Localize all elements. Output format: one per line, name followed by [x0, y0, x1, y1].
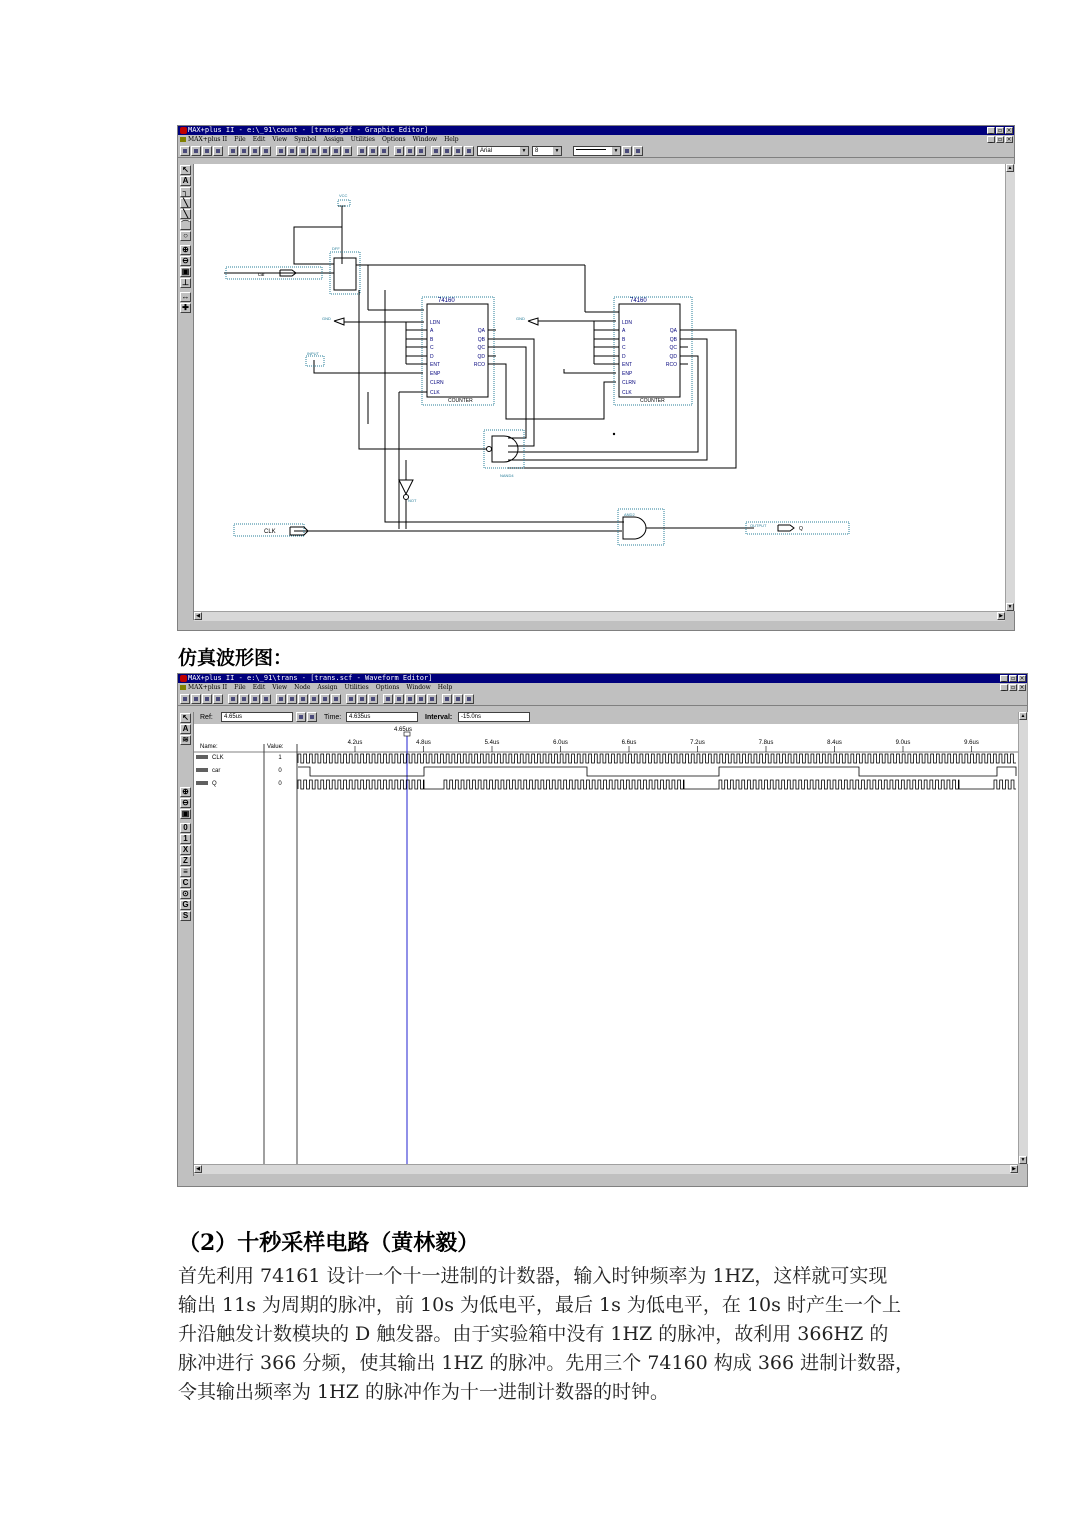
doc-minimize-button[interactable]: _ — [1000, 684, 1008, 691]
counter1-title: 74160 — [438, 298, 455, 304]
counter2-pin-enp: ENP — [622, 371, 633, 377]
signal-value-car: 0 — [278, 768, 282, 774]
symbol-button[interactable] — [394, 694, 404, 704]
output-pin-icon — [196, 781, 208, 785]
waveform-horizontal-scrollbar[interactable] — [194, 1164, 1018, 1174]
line-style-select[interactable] — [573, 146, 621, 156]
counter2-pin-b: B — [622, 337, 626, 343]
time-tick-label: 6.0us — [553, 740, 568, 746]
waveform-drawing — [194, 724, 1018, 1164]
fit-tool[interactable]: ▣ — [181, 267, 190, 276]
schematic-horizontal-scrollbar[interactable] — [194, 611, 1005, 621]
scroll-up-arrow[interactable]: ▲ — [1007, 165, 1013, 171]
arc-tool[interactable]: ⌒ — [181, 220, 190, 229]
counter2-pin-clk: CLK — [622, 390, 632, 396]
zoom-out-tool[interactable]: ⊖ — [180, 798, 191, 808]
hierarchy-button[interactable] — [287, 694, 297, 704]
time-tick-label: 5.4us — [484, 740, 500, 746]
time-tick-label: 7.8us — [758, 740, 774, 746]
waveform-tool-palette — [178, 712, 194, 1176]
zoom-fit-tool[interactable]: ≋ — [180, 735, 191, 745]
doc-close-button[interactable]: × — [1019, 684, 1025, 691]
save-button[interactable] — [202, 146, 212, 156]
menu-help[interactable]: Help — [444, 136, 459, 143]
minimize-button[interactable]: _ — [1000, 675, 1008, 682]
save-check-button[interactable] — [309, 694, 319, 704]
text-editor-button[interactable] — [416, 694, 426, 704]
paste-button[interactable] — [250, 146, 260, 156]
doc-restore-button[interactable]: ▫ — [1010, 684, 1016, 691]
waveform-button[interactable] — [405, 146, 415, 156]
gnd-label-2: GND — [516, 316, 525, 321]
chevron-down-icon: ▼ — [521, 147, 527, 154]
car-waveform — [298, 767, 1016, 776]
counter1-pin-clk: CLK — [430, 390, 440, 396]
arrow-tool[interactable]: ↖ — [180, 165, 191, 175]
waveform-toolbar — [178, 692, 1027, 706]
counter2-footer: COUNTER — [640, 398, 665, 404]
paragraph-line-5: 令其输出频率为 1HZ 的脉冲作为十一进制计数器的时钟。 — [178, 1381, 669, 1403]
clk-pin-label: CLK — [264, 529, 276, 535]
menu-window[interactable]: Window — [406, 684, 431, 691]
schematic-editor-window — [177, 125, 1015, 631]
gnd-label-1: GND — [322, 316, 331, 321]
waveform-caption: 仿真波形图： — [178, 647, 293, 669]
counter2-pin-a: A — [622, 328, 626, 334]
probe-button[interactable] — [464, 146, 474, 156]
minimize-button[interactable]: _ — [987, 127, 995, 134]
counter2-pin-qb: QB — [669, 337, 677, 343]
circle-tool[interactable]: ○ — [180, 231, 191, 241]
programmer-button[interactable] — [383, 694, 393, 704]
programmer-button[interactable] — [379, 146, 389, 156]
help-pointer-button[interactable] — [276, 146, 286, 156]
schematic-title: MAX+plus II - e:\_91\count - [trans.gdf - Graphic Editor] — [188, 126, 429, 134]
counter1-pin-rco: RCO — [473, 362, 485, 368]
cut-button[interactable] — [228, 146, 238, 156]
compiler-button[interactable] — [342, 146, 352, 156]
help-pointer-button[interactable] — [276, 694, 286, 704]
orth-line-tool[interactable]: ┐ — [180, 187, 191, 197]
zoom-out-tool[interactable]: ⊖ — [180, 256, 191, 266]
and-label: AND2 — [624, 512, 635, 517]
copy-button[interactable] — [239, 694, 249, 704]
scroll-left-arrow[interactable]: ◀ — [194, 1165, 202, 1173]
font-size-select[interactable]: 8 ▼ — [532, 146, 562, 156]
open-file-button[interactable] — [191, 146, 201, 156]
time-tick-label: 9.0us — [895, 740, 911, 746]
text-tool[interactable]: A — [180, 176, 191, 186]
save-simulate-button[interactable] — [331, 146, 341, 156]
count-tool[interactable]: C — [180, 878, 191, 888]
line-tool[interactable]: ╲ — [180, 209, 191, 219]
logic-button[interactable] — [453, 146, 463, 156]
save-compile-button[interactable] — [320, 146, 330, 156]
undo-button[interactable] — [261, 146, 271, 156]
scroll-right-arrow[interactable]: ▶ — [997, 612, 1005, 620]
menu-edit[interactable]: Edit — [252, 684, 266, 691]
counter1-pin-qa: QA — [477, 328, 485, 334]
menu-file[interactable]: File — [234, 136, 246, 143]
car-pin-label: car — [258, 272, 265, 278]
waveform-vertical-scrollbar[interactable] — [1018, 712, 1028, 1164]
new-file-button[interactable] — [180, 146, 190, 156]
cut-button[interactable] — [228, 694, 238, 704]
insert-node-button[interactable] — [453, 694, 463, 704]
menu-assign[interactable]: Assign — [317, 684, 338, 691]
signal-value-clk: 1 — [278, 755, 282, 761]
time-tick-label: 8.4us — [827, 740, 842, 746]
signal-name-clk[interactable]: CLK — [212, 755, 224, 761]
input-pin-icon — [196, 768, 208, 772]
counter1-pin-a: A — [430, 328, 434, 334]
section-heading: （2）十秒采样电路（黄林毅） — [178, 1230, 480, 1256]
menu-window[interactable]: Window — [412, 136, 438, 143]
not-label: NOT — [408, 498, 417, 503]
simulator-button[interactable] — [357, 146, 367, 156]
floorplan-button[interactable] — [298, 146, 308, 156]
zero-tool[interactable]: 0 — [180, 823, 191, 833]
signal-name-car[interactable]: car — [212, 768, 221, 774]
save-button[interactable] — [202, 694, 212, 704]
assign-button[interactable] — [431, 146, 441, 156]
counter1-pin-c: C — [430, 345, 434, 351]
paste-button[interactable] — [250, 694, 260, 704]
pin-button[interactable] — [442, 146, 452, 156]
text-editor-button[interactable] — [416, 146, 426, 156]
time-tick-label: 4.8us — [416, 740, 431, 746]
z-tool[interactable]: Z — [180, 856, 191, 866]
time-tick-label: 6.6us — [621, 740, 637, 746]
font-name-select[interactable]: Arial ▼ — [477, 146, 529, 156]
schematic-toolbar — [178, 144, 1014, 158]
time-tick-label: 7.2us — [690, 740, 705, 746]
input-label: INPUT — [307, 351, 319, 356]
counter2-pin-qd: QD — [669, 354, 677, 360]
maxplus-app-icon — [180, 127, 187, 134]
name-column-header: Name: — [200, 744, 218, 750]
paragraph-line-1: 首先利用 74161 设计一个十一进制的计数器，输入时钟频率为 1HZ，这样就可实现 — [178, 1265, 888, 1287]
document-icon — [180, 685, 186, 690]
overwrite-button[interactable] — [442, 694, 452, 704]
schematic-tool-palette — [178, 164, 194, 620]
rubberband-tool[interactable]: ⊥ — [180, 278, 191, 288]
scroll-down-arrow[interactable]: ▼ — [1020, 1157, 1026, 1163]
counter1-pin-d: D — [430, 354, 434, 360]
ref-input[interactable]: 4.65us — [221, 712, 293, 722]
schematic-drawing — [194, 164, 1005, 611]
menu-view[interactable]: View — [272, 136, 288, 143]
cursor-time-label: 4.65us — [394, 727, 413, 733]
counter2-pin-rco: RCO — [665, 362, 677, 368]
timing-analyzer-button[interactable] — [368, 694, 378, 704]
undo-button[interactable] — [261, 694, 271, 704]
menu-options[interactable]: Options — [381, 136, 406, 143]
waveform-title-bar — [178, 674, 1027, 683]
arrow-tool[interactable]: ↖ — [180, 713, 191, 723]
group-tool[interactable]: G — [180, 900, 191, 910]
doc-restore-button[interactable]: ▫ — [997, 136, 1003, 143]
menu-utilities[interactable]: Utilities — [350, 136, 375, 143]
x-tool[interactable]: X — [180, 845, 191, 855]
time-tick-label: 4.2us — [347, 740, 363, 746]
menu-utilities[interactable]: Utilities — [344, 684, 369, 691]
print-button[interactable] — [213, 694, 223, 704]
counter1-pin-clrn: CLRN — [430, 380, 444, 386]
open-file-button[interactable] — [191, 694, 201, 704]
clock-tool[interactable]: ⊙ — [180, 889, 191, 899]
counter1-pin-ent: ENT — [430, 362, 440, 368]
restore-button[interactable]: ▫ — [1010, 675, 1016, 682]
invert-tool[interactable]: ≡ — [180, 867, 191, 877]
timing-analyzer-button[interactable] — [368, 146, 378, 156]
menu-assign[interactable]: Assign — [323, 136, 344, 143]
output-label: OUTPUT — [750, 523, 767, 528]
rubberband-toggle-button[interactable] — [622, 146, 632, 156]
paragraph-line-4: 脉冲进行 366 分频，使其输出 1HZ 的脉冲。先用三个 74160 构成 366 进制计数器， — [178, 1352, 915, 1374]
menu-maxplus[interactable]: MAX+plus II — [188, 684, 228, 691]
ref-next-button[interactable] — [307, 712, 317, 722]
counter1-pin-qc: QC — [477, 345, 485, 351]
clk-waveform — [298, 754, 1016, 763]
menu-view[interactable]: View — [272, 684, 288, 691]
ref-label: Ref: — [200, 714, 213, 721]
floorplan-button[interactable] — [298, 694, 308, 704]
split-tool[interactable]: ✚ — [180, 303, 191, 313]
schematic-menu-bar — [178, 135, 1014, 144]
save-simulate-button[interactable] — [331, 694, 341, 704]
value-column-header: Value: — [267, 744, 284, 750]
nand-label: NAND4 — [500, 473, 514, 478]
paragraph-line-3: 升沿触发计数模块的 D 触发器。由于实验箱中没有 1HZ 的脉冲，故利用 366HZ 的 — [178, 1323, 889, 1345]
doc-minimize-button[interactable]: _ — [987, 136, 995, 143]
menu-node[interactable]: Node — [294, 684, 311, 691]
scroll-down-arrow[interactable]: ▼ — [1007, 604, 1013, 610]
menu-symbol[interactable]: Symbol — [294, 136, 317, 143]
schematic-canvas[interactable] — [194, 164, 1005, 611]
menu-help[interactable]: Help — [437, 684, 453, 691]
schematic-vertical-scrollbar[interactable] — [1005, 164, 1015, 611]
connect-tool[interactable]: ↔ — [181, 292, 190, 301]
symbol-button[interactable] — [394, 146, 404, 156]
text-tool[interactable]: A — [180, 724, 191, 734]
interval-readout: -15.0ns — [458, 712, 530, 722]
waveform-button[interactable] — [405, 694, 415, 704]
counter1-pin-enp: ENP — [430, 371, 441, 377]
time-readout: 4.635us — [346, 712, 418, 722]
menu-maxplus[interactable]: MAX+plus II — [188, 136, 228, 143]
counter2-pin-qa: QA — [669, 328, 677, 334]
counter2-pin-qc: QC — [669, 345, 677, 351]
scroll-left-arrow[interactable]: ◀ — [194, 612, 202, 620]
interval-label: Interval: — [425, 714, 453, 721]
time-label: Time: — [324, 714, 342, 721]
close-button[interactable]: × — [1006, 127, 1012, 134]
dff-label: DFF — [332, 246, 340, 251]
maxplus-app-icon — [180, 675, 187, 682]
counter2-pin-c: C — [622, 345, 626, 351]
assign-button[interactable] — [427, 694, 437, 704]
diag-line-tool[interactable]: ╲ — [180, 198, 191, 208]
simulator-button[interactable] — [357, 694, 367, 704]
counter2-pin-ldn: LDN — [622, 320, 633, 326]
copy-button[interactable] — [239, 146, 249, 156]
save-compile-button[interactable] — [320, 694, 330, 704]
counter2-pin-d: D — [622, 354, 626, 360]
counter1-footer: COUNTER — [448, 398, 473, 404]
grid-toggle-button[interactable] — [633, 146, 643, 156]
doc-close-button[interactable]: × — [1006, 136, 1012, 143]
chevron-down-icon: ▼ — [554, 147, 560, 154]
menu-file[interactable]: File — [234, 684, 246, 691]
waveform-editor-window — [177, 673, 1028, 1187]
schematic-title-bar — [178, 126, 1014, 135]
scroll-right-arrow[interactable]: ▶ — [1010, 1165, 1018, 1173]
waveform-title: MAX+plus II - e:\_91\trans - [trans.scf - Waveform Editor] — [188, 674, 433, 682]
menu-options[interactable]: Options — [375, 684, 400, 691]
counter2-pin-ent: ENT — [622, 362, 632, 368]
save-check-button[interactable] — [309, 146, 319, 156]
body-paragraph — [178, 1262, 978, 1407]
signal-name-q[interactable]: Q — [212, 781, 217, 787]
scroll-up-arrow[interactable]: ▲ — [1020, 713, 1026, 719]
ref-prev-button[interactable] — [296, 712, 306, 722]
one-tool[interactable]: 1 — [180, 834, 191, 844]
new-file-button[interactable] — [180, 694, 190, 704]
zoom-in-tool[interactable]: ⊕ — [180, 245, 191, 255]
time-tick-label: 9.6us — [964, 740, 979, 746]
compiler-button[interactable] — [346, 694, 356, 704]
document-icon — [180, 137, 186, 142]
grid-button[interactable] — [464, 694, 474, 704]
hierarchy-button[interactable] — [287, 146, 297, 156]
close-button[interactable]: × — [1019, 675, 1025, 682]
fit-window-tool[interactable]: ▣ — [181, 809, 190, 818]
restore-button[interactable]: ▫ — [997, 127, 1003, 134]
chevron-down-icon: ▼ — [613, 147, 619, 154]
counter1-pin-b: B — [430, 337, 434, 343]
zoom-in-tool[interactable]: ⊕ — [180, 787, 191, 797]
print-button[interactable] — [213, 146, 223, 156]
counter2-pin-clrn: CLRN — [622, 380, 636, 386]
vcc-label: VCC — [339, 193, 348, 198]
counter1-pin-ldn: LDN — [430, 320, 441, 326]
q-pin-label: Q — [799, 526, 803, 532]
counter1-pin-qd: QD — [477, 354, 485, 360]
waveform-menu-bar — [178, 683, 1027, 692]
q-waveform — [298, 780, 1016, 789]
sort-tool[interactable]: S — [180, 911, 191, 921]
input-pin-icon — [196, 755, 208, 759]
paragraph-line-2: 输出 11s 为周期的脉冲，前 10s 为低电平，最后 1s 为低电平，在 10s 时产生一个上 — [178, 1294, 901, 1316]
counter1-pin-qb: QB — [477, 337, 485, 343]
menu-edit[interactable]: Edit — [252, 136, 266, 143]
counter2-title: 74160 — [630, 298, 647, 304]
signal-value-q: 0 — [278, 781, 282, 787]
waveform-canvas[interactable] — [194, 724, 1018, 1164]
